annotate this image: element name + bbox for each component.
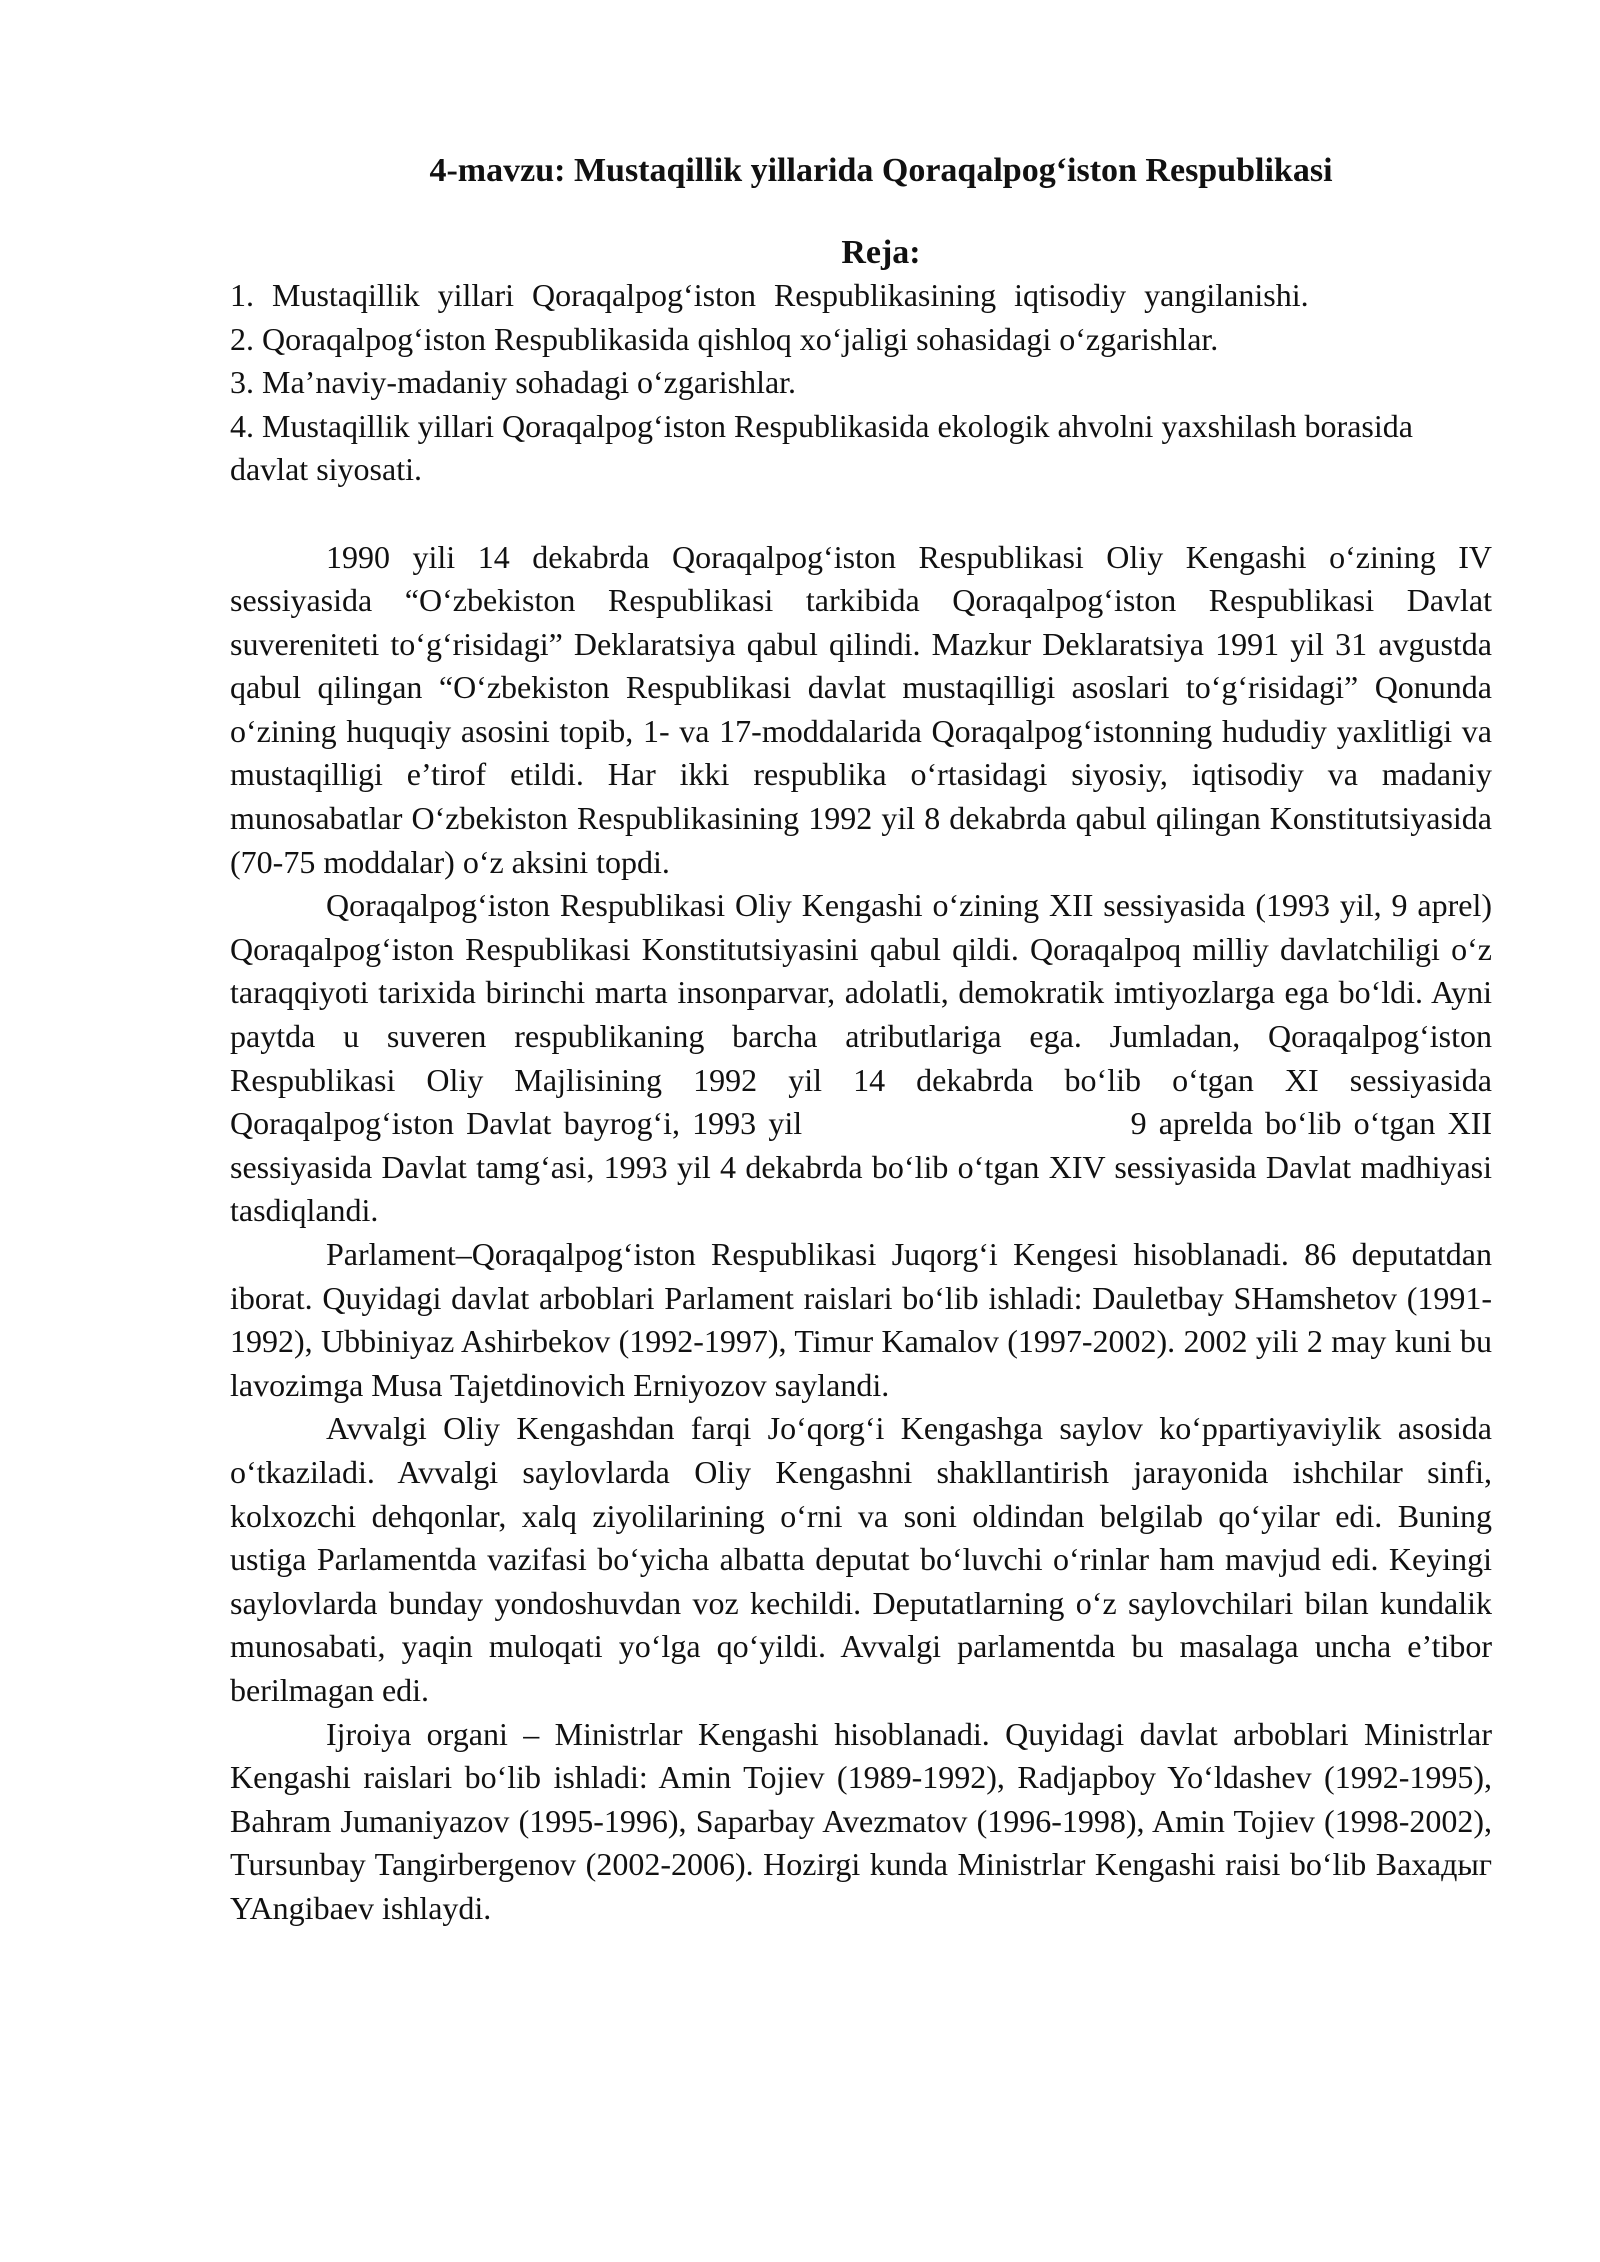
document-title: 4-mavzu: Mustaqillik yillarida Qoraqalpog‘iston Respublikasi [429, 152, 1333, 189]
plan-item: 2. Qoraqalpog‘iston Respublikasida qishloq xo‘jaligi sohasidagi o‘zgarishlar. [230, 320, 1219, 357]
plan-heading: Reja: [841, 234, 921, 271]
plan-list [230, 274, 1492, 492]
body-paragraph: Qoraqalpog‘iston Respublikasi Oliy Kengashi o‘zining XII sessiyasida (1993 yil, 9 aprel) Qoraqalpog‘iston Respublikasi Konstitutsiyasini qabul qildi. Qoraqalpoq milliy davlatchiligi o‘z taraqqiyoti tarixida birinchi marta insonparvar, adolatli, demokratik imtiyozlarga ega bo‘ldi. Ayni paytda u suveren respublikaning barcha atributlariga ega. Jumladan, Qoraqalpog‘iston Respublikasi Oliy Majlisining 1992 yil 14 dekabrda bo‘lib o‘tgan XI sessiyasida Qoraqalpog‘iston Davlat bayrog‘i, 1993 yil 9 aprelda bo‘lib o‘tgan XII sessiyasida Davlat tamg‘asi, 1993 yil 4 dekabrda bo‘lib o‘tgan XIV sessiyasida Davlat madhiyasi tasdiqlandi. [230, 887, 1500, 1229]
document-body [230, 536, 1500, 1931]
body-paragraph: Ijroiya organi – Ministrlar Kengashi hisoblanadi. Quyidagi davlat arboblari Ministrlar Kengashi raislari bo‘lib ishladi: Amin Tojiev (1989-1992), Radjapboy Yo‘ldashev (1992-1995), Bahram Jumaniyazov (1995-1996), Saparbay Avezmatov (1996-1998), Amin Tojiev (1998-2002), Tursunbay Tangirbergenov (2002-2006). Hozirgi kunda Ministrlar Kengashi raisi bo‘lib Вахадыг YAngibaev ishlaydi. [230, 1715, 1492, 1926]
plan-item: 3. Ma’naviy-madaniy sohadagi o‘zgarishlar. [230, 364, 797, 400]
plan-item: 1. Mustaqillik yillari Qoraqalpog‘iston Respublikasining iqtisodiy yangilanishi. [230, 277, 1309, 313]
body-paragraph: Avvalgi Oliy Kengashdan farqi Jo‘qorg‘i Kengashga saylov ko‘ppartiyaviylik asosida o‘tkaziladi. Avvalgi saylovlarda Oliy Kengashni shakllantirish jarayonida ishchilar sinfi, kolxozchi dehqonlar, xalq ziyolilarining o‘rni va soni oldindan belgilab qo‘yilar edi. Buning ustiga Parlamentda vazifasi bo‘yicha albatta deputat bo‘luvchi o‘rinlar ham mavjud edi. Keyingi saylovlarda bunday yondoshuvdan voz kechildi. Deputatlarning o‘z saylovchilari bilan kundalik munosabati, yaqin muloqati yo‘lga qo‘yildi. Avvalgi parlamentda bu masalaga uncha e’tibor berilmagan edi. [230, 1410, 1492, 1708]
document-page [230, 150, 1500, 1931]
body-paragraph: Parlament–Qoraqalpog‘iston Respublikasi Juqorg‘i Kengesi hisoblanadi. 86 deputatdan iborat. Quyidagi davlat arboblari Parlament raislari bo‘lib ishladi: Dauletbay SHamshetov (1991-1992), Ubbiniyaz Ashirbekov (1992-1997), Timur Kamalov (1997-2002). 2002 yili 2 may kuni bu lavozimga Musa Tajetdinovich Erniyozov saylandi. [230, 1236, 1492, 1403]
body-paragraph: 1990 yili 14 dekabrda Qoraqalpog‘iston Respublikasi Oliy Kengashi o‘zining IV sessiyasida “O‘zbekiston Respublikasi tarkibida Qoraqalpog‘iston Respublikasi Davlat suvereniteti to‘g‘risidagi” Deklaratsiya qabul qilindi. Mazkur Deklaratsiya 1991 yil 31 avgustda qabul qilingan “O‘zbekiston Respublikasi davlat mustaqilligi asoslari to‘g‘risidagi” Qonunda o‘zining huquqiy asosini topib, 1- va 17-moddalarida Qoraqalpog‘istonning hududiy yaxlitligi va mustaqilligi e’tirof etildi. Har ikki respublika o‘rtasidagi siyosiy, iqtisodiy va madaniy munosabatlar O‘zbekiston Respublikasining 1992 yil 8 dekabrda qabul qilingan Konstitutsiyasida (70-75 moddalar) o‘z aksini topdi. [230, 538, 1492, 880]
plan-item: 4. Mustaqillik yillari Qoraqalpog‘iston Respublikasida ekologik ahvolni yaxshilash borasida davlat siyosati. [230, 407, 1413, 487]
